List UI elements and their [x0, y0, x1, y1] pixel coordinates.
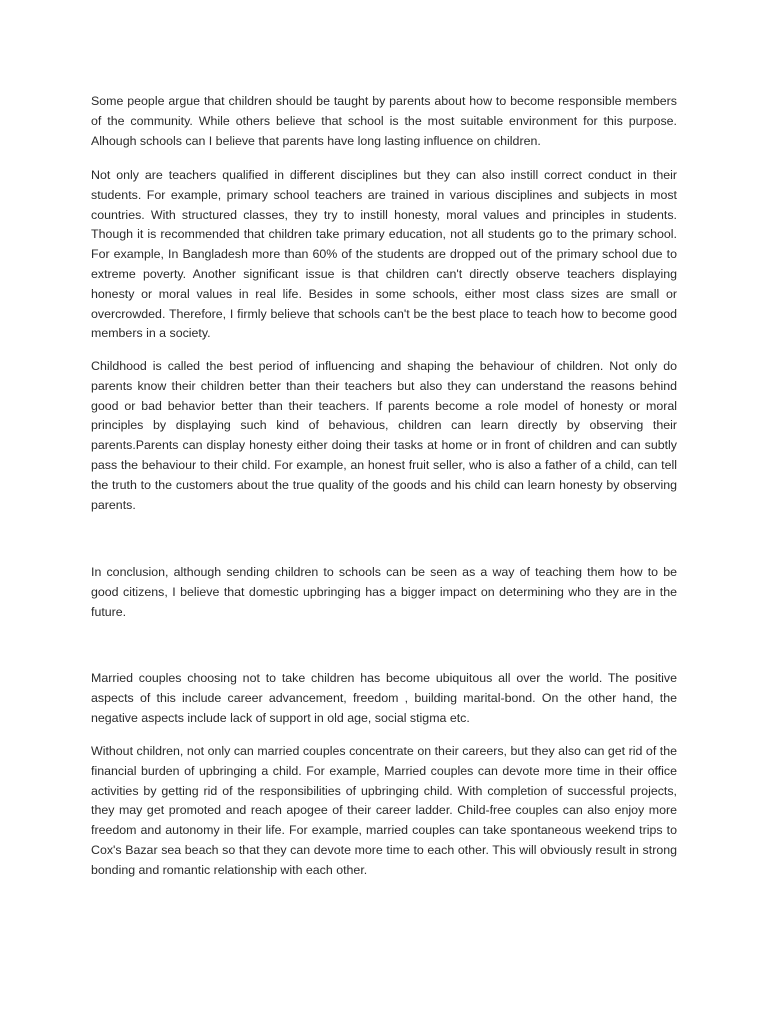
paragraph-teachers: Not only are teachers qualified in different disciplines but they can also instill correct conduct in their students. For example, primary school teachers are trained in various disciplines and subjects in most countries. With structured classes, they try to instill honesty, moral values and principles in students. Though it is recommended that children take primary education, not all students go to the primary school. For example, In Bangladesh more than 60% of the students are dropped out of the primary school due to extreme poverty. Another significant issue is that children can't directly observe teachers displaying honesty or moral values in real life. Besides in some schools, either most class sizes are small or overcrowded. Therefore, I firmly believe that schools can't be the best place to teach how to become good members in a society. — [91, 168, 677, 341]
paragraph-parents: Childhood is called the best period of influencing and shaping the behaviour of children. Not only do parents know their children better than their teachers but also they can understand the reasons behind good or bad behavior better than their teachers. If parents become a role model of honesty or moral principles by displaying such kind of behavious, children can learn directly by observing their parents.Parents can display honesty either doing their tasks at home or in front of children and can subtly pass the behaviour to their child. For example, an honest fruit seller, who is also a father of a child, can tell the truth to the customers about the true quality of the goods and his child can learn honesty by observing parents. — [91, 359, 677, 512]
paragraph-conclusion: In conclusion, although sending children to schools can be seen as a way of teaching them how to be good citizens, I believe that domestic upbringing has a bigger impact on determining who they are in the future. — [91, 565, 677, 619]
paragraph-married-couples-intro: Married couples choosing not to take children has become ubiquitous all over the world. The positive aspects of this include career advancement, freedom , building marital-bond. On the other hand, the negative aspects include lack of support in old age, social stigma etc. — [91, 671, 677, 725]
paragraph-intro: Some people argue that children should be taught by parents about how to become responsible members of the community. While others believe that school is the most suitable environment for this purpose. Alhough schools can I believe that parents have long lasting influence on children. — [91, 94, 677, 148]
paragraph-child-free-benefits: Without children, not only can married couples concentrate on their careers, but they also can get rid of the financial burden of upbringing a child. For example, Married couples can devote more time in their office activities by getting rid of the responsibilities of upbringing child. With completion of successful projects, they may get promoted and reach apogee of their career ladder. Child-free couples can also enjoy more freedom and autonomy in their life. For example, married couples can take spontaneous weekend trips to Cox's Bazar sea beach so that they can devote more time to each other. This will obviously result in strong bonding and romantic relationship with each other. — [91, 744, 677, 877]
